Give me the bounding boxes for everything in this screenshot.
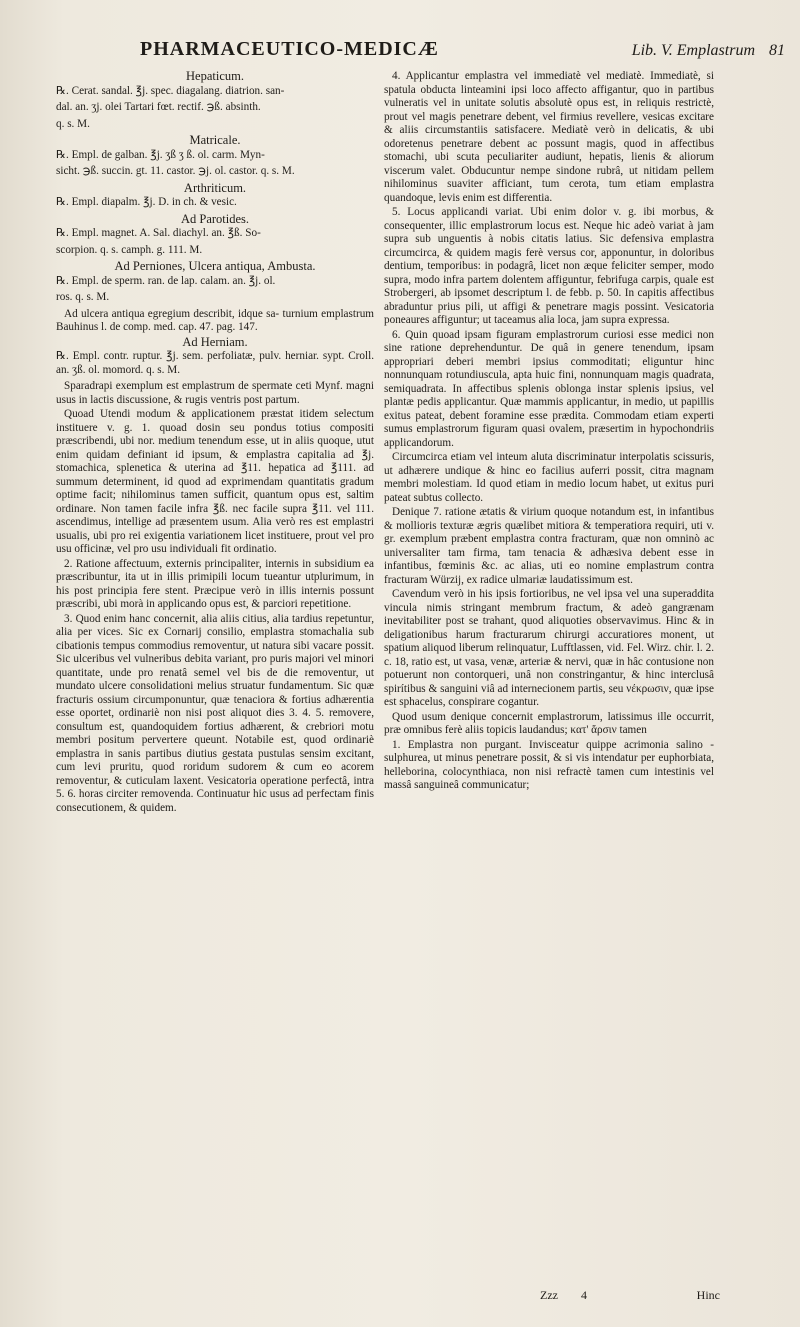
signature-number: 4	[580, 1288, 587, 1302]
recipe-arthriticum	[56, 182, 374, 210]
paragraph: Cavendum verò in his ipsis fortioribus, ne vel ipsa vel una superaddita vincula nimis stringant membrum fractum, & adeò gangrænam inevitabiliter post se trahant, quod aliquoties observavimus. Hinc & in deligationibus harum fracturarum chirurgi accuratiores monent, ut spatium aliquod liberum relinquatur, Lufftlassen, vid. Fel. Wirz. chir. l. 2. c. 18, ratio est, ut vasa, venæ, arteriæ & nervi, quæ in hâc contusione non potuerunt non contorqueri, unâ non constringantur, & hinc interclusâ spirítibus & sanguini viâ ad internecionem partis, seu νέκρωσιν, quæ ipse est sphacelus, conspirare cogantur.	[384, 588, 714, 708]
recipe-matricale	[56, 134, 374, 179]
header-right	[632, 42, 785, 60]
recipe-line: ℞. Empl. contr. ruptur. ℥j. sem. perfoliatæ, pulv. herniar. sypt. Croll. an. ʒß. ol. momord. q. s. M.	[56, 350, 374, 376]
recipe-line: ℞. Empl. de galban. ℥j. ʒß ʒ ß. ol. carm. Myn-	[56, 148, 265, 161]
recipe-line: dal. an. ʒj. olei Tartari fœt. rectif. ℈ß. absinth.	[56, 101, 261, 113]
page-number: 81	[769, 42, 785, 59]
book-label: Lib. V.	[631, 42, 673, 59]
right-column	[384, 70, 714, 794]
recipe-heading: Ad Herniam.	[182, 334, 248, 349]
paragraph: 3. Quod enim hanc concernit, alia aliis citius, alia tardius repetuntur, alia per vices. Sic ex Cornarij consilio, emplastra stomachalia sub cibationis tempus commodius removentur, ut natura sibi vacare possit. Sic ulceribus vel vulneribus debita variant, pro puris majori vel minori quantitate, unde pro renatâ semel vel bis de die removentur, ut mundato ulcere consolidationi melius struatur fundamentum. Sic quæ fracturis ossium circumponuntur, quæ tenaciora & fortius adhærentia esse oportet, ordinariè non nisi post aliquot dies 3. 4. 5. removere, consultum est, quandoquidem fortius adhærent, & crebriori motu membri positum pervertere queunt. Notabile est, quod ordinariè emplastra in sanis partibus diutius gestata pustulas sensim excitant, cum levi pruritu, quod roridum sudorem & cum eo acorem removentur, & cuticulam laxent. Vesicatoria operatione perfectâ, intra 5. 6. horas circiter removenda. Continuatur hic usus ad perfectam finis consecutionem, & quidem.	[56, 612, 374, 814]
recipe-heading: Ad Perniones, Ulcera antiqua, Ambusta.	[114, 259, 316, 273]
paragraph: 4. Applicantur emplastra vel immediatè vel mediatè. Immediatè, si spatula obducta linteamini ipsi loco affecto affigantur, quo in partibus vulneratis vel in unitate solutis absolutè opus est, in reliquis restrictè, prout vel magis penetrare debent, vel firmius revellere, vesicas excitare & aliis circumstantiis satisfacere. Mediatè verò in delicatis, & ubi odoretenus penetrare debent ac possunt magis, quod in affectibus stomachi, ubi scuta peculiariter audiunt, hepatis, lienis & aliorum viscerum valet. Obducuntur nempe sindone rubrâ, ut nitidam pellem nihilominus suaviter afficiant, tum cerota, tum etiam emplastra quandoque, levis enim est differentia.	[384, 70, 714, 204]
catchword: Hinc	[696, 1288, 720, 1302]
recipe-heading: Ad Parotides.	[180, 211, 250, 226]
paragraph: Quoad Utendi modum & applicationem præstat itidem selectum instituere v. g. 1. quoad dosin seu pondus totius compositi præscribendi, ubi nor. medium tenendum esse, ut in aliis quoque, utut enim quidam definiant id ipsum, & emplastra capitalia ad ℥j. stomachica, splenetica & uterina ad ℥11. hepatica ad ℥111. ad summum determinent, id quod ad exprimendam quantitatis gradum optime facit; nihilominus tamen sufficit, quantum opus est, saltim ordinare. Non tamen facile infra ℥ß. nec facile supra ℥11. vel 111. ascendimus, intellige ad præsentem usum. Alia verò res est emplastri usualis, ubi pro rei exigentia variationem licet instituere, prout vel pro usu officinæ, vel pro usu individuali fit ordinatio.	[56, 408, 374, 555]
paragraph: 2. Ratione affectuum, externis principaliter, internis in subsidium ea præscribuntur, ita ut in illis primipili locum tueantur utplurimum, in his post principia fere stent. Præcipue verò in illis internis possunt præscribi, ubi morà in applicando opus est, & parciori repetitione.	[56, 557, 374, 610]
signature-mark: Zzz	[540, 1288, 558, 1302]
paragraph: Circumcirca etiam vel inteum aluta discriminatur interpolatis scissuris, ut adhærere undique & hinc eo facilius auferri possit, citra magnam membri molestiam. Id quod etiam in medio locum habet, ut exitus puri pateat subtus collecto.	[384, 451, 714, 504]
page-footer	[540, 1288, 720, 1303]
paragraph: Quod usum denique concernit emplastrorum, latissimus ille occurrit, præ omnibus ferè aliis topicis laudandus; κατ' ἄρσιν tamen	[384, 710, 714, 736]
recipe-hepaticum	[56, 70, 374, 131]
paragraph: Denique 7. ratione ætatis & virium quoque notandum est, in infantibus & mollioris texturæ ægris quælibet mitiora & temperatiora requiri, uti v. gr. exemplum præbent emplastra contra fracturam, quæ non omninò ac universaliter tam firma, tam tenacia & adhæsiva debent esse in infantibus, fœminis &c. ac alias, uti eo nomine emplastrum contra fracturam Würzij, ex radice ulmariæ laudatissimum est.	[384, 506, 714, 586]
recipe-heading: Hepaticum.	[186, 69, 244, 83]
recipe-line: ℞. Empl. de sperm. ran. de lap. calam. an. ℥j. ol.	[56, 274, 276, 287]
running-title: PHARMACEUTICO-MEDICÆ	[140, 38, 439, 60]
recipe-perniones	[56, 260, 374, 305]
recipe-line: ℞. Empl. diapalm. ℥j. D. in ch. & vesic.	[56, 196, 237, 208]
paragraph: Sparadrapi exemplum est emplastrum de spermate ceti Mynf. magni usus in lactis discussione, & rugis ventris post partum.	[56, 380, 374, 406]
recipe-line: scorpion. q. s. camph. g. 111. M.	[56, 243, 203, 256]
recipe-line: q. s. M.	[56, 117, 90, 130]
paragraph: 5. Locus applicandi variat. Ubi enim dolor v. g. ibi morbus, & consequenter, illic emplastrorum locus est. Neque hic adeò variat à jam supra sub unguentis à nobis citatis latius. Sic defensiva emplastra circumcirca, & quidem magis ferè versus cor, apponuntur, in doloribus dentium, temporibus: in podagrâ, licet non æque feliciter semper, modo supra, modo infra partem dolentem affiguntur, febrifuga carpis, quale est Strobergeri, ab ipsomet descriptum l. de febb. p. 50. In capitis affectibus abraduntur prius pili, ut affigi & penetrare magis possint. Vesicatoria poneaures affiguntur; ut taceamus alia loca, jam supra expressa.	[384, 206, 714, 326]
recipe-heading: Matricale.	[189, 133, 241, 147]
recipe-line: ℞. Empl. magnet. A. Sal. diachyl. an. ℥ß. So-	[56, 227, 261, 239]
paragraph: 6. Quin quoad ipsam figuram emplastrorum curiosi esse medici non sine ratione deprehenduntur. De quâ in genere tenendum, ipsam appropriari deberi membri ipsius commoditati; eliguntur hinc nonnunquam rotundiuscula, apta huic fini, nonnunquam magis quadrata, semiquadrata. In affectibus splenis oblonga instar splenis ipsius, vel plantæ pedis applicantur. Quæ mammis applicantur, in medio, ut papillis exitus pateat, debent foramine esse prædita. Commodam etiam experti sumus emplastrorum figuram quasi ovalem, præsertim in hypochondriis applicandorum.	[384, 328, 714, 449]
recipe-parotides	[56, 213, 374, 258]
recipe-heading: Arthriticum.	[183, 180, 247, 195]
page-header	[120, 26, 785, 66]
recipe-line: ros. q. s. M.	[56, 291, 110, 303]
section-label: Emplastrum	[676, 42, 755, 59]
recipe-line: sicht. ℈ß. succin. gt. 11. castor. ℈j. ol. castor. q. s. M.	[56, 165, 295, 177]
recipe-line: ℞. Cerat. sandal. ℥j. spec. diagalang. diatrion. san-	[56, 84, 285, 97]
paragraph: Ad ulcera antiqua egregium describit, idque sa- turnium emplastrum Bauhinus l. de comp. med. cap. 47. pag. 147.	[56, 307, 374, 333]
left-column	[56, 70, 374, 816]
paragraph: 1. Emplastra non purgant. Invisceatur quippe acrimonia salino - sulphurea, ut minus penetrare possit, & si vis intendatur per euphorbiata, helleborina, colocynthiaca, non nisi refractè tamen cum intestinis vel massâ sanguineâ communicatur;	[384, 738, 714, 791]
